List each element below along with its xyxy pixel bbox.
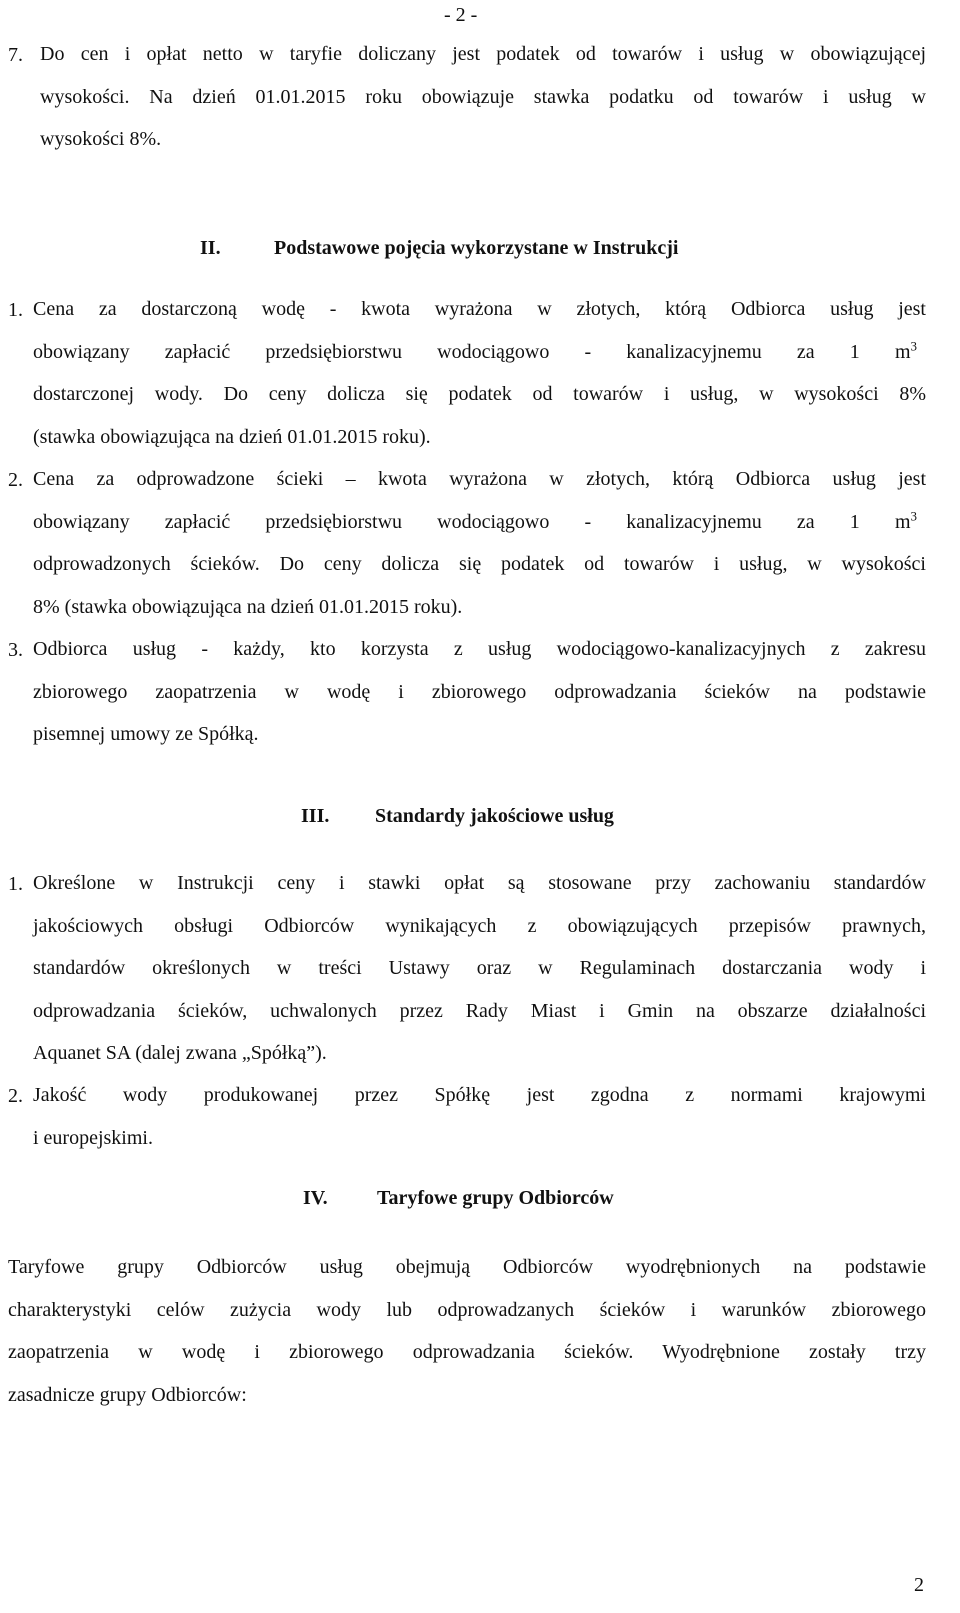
text-line: Określone w Instrukcji ceny i stawki opłat są stosowane przy zachowaniu standardów — [33, 872, 926, 894]
section-number: III. — [301, 805, 330, 827]
text-line: Do cen i opłat netto w taryfie doliczany jest podatek od towarów i usług w obowiązującej — [40, 43, 926, 65]
text-line: (stawka obowiązująca na dzień 01.01.2015 roku). — [33, 425, 431, 448]
superscript: 3 — [910, 337, 917, 353]
text-line: pisemnej umowy ze Spółką. — [33, 723, 259, 745]
item-7-paragraph — [40, 33, 926, 161]
item-number: 1. — [8, 873, 23, 895]
item-number: 3. — [8, 639, 23, 661]
definition-paragraph — [33, 458, 926, 628]
standards-paragraph — [33, 862, 926, 1075]
page-number-header: - 2 - — [444, 4, 478, 26]
text-line: odprowadzonych ścieków. Do ceny dolicza się podatek od towarów i usług, w wysokości — [33, 553, 926, 575]
definition-paragraph — [33, 288, 926, 458]
item-number: 2. — [8, 1085, 23, 1107]
item-number: 1. — [8, 299, 23, 321]
section-title: Standardy jakościowe usług — [375, 805, 614, 827]
text-line: zasadnicze grupy Odbiorców: — [8, 1383, 247, 1406]
text-line: Cena za dostarczoną wodę - kwota wyrażona w złotych, którą Odbiorca usług jest — [33, 298, 926, 320]
text-line: jakościowych obsługi Odbiorców wynikających z obowiązujących przepisów prawnych, — [33, 914, 926, 937]
text-line-content: obowiązany zapłacić przedsiębiorstwu wodociągowo - kanalizacyjnemu za 1 m — [33, 340, 911, 363]
groups-paragraph — [8, 1246, 926, 1416]
text-line: charakterystyki celów zużycia wody lub odprowadzanych ścieków i warunków zbiorowego — [8, 1298, 926, 1321]
section-title: Podstawowe pojęcia wykorzystane w Instrukcji — [274, 237, 679, 259]
text-line: odprowadzania ścieków, uchwalonych przez Rady Miast i Gmin na obszarze działalności — [33, 999, 926, 1022]
section-number: IV. — [303, 1187, 328, 1209]
item-number: 2. — [8, 469, 23, 491]
text-line: Odbiorca usług - każdy, kto korzysta z usług wodociągowo-kanalizacyjnych z zakresu — [33, 638, 926, 660]
text-line-content: obowiązany zapłacić przedsiębiorstwu wodociągowo - kanalizacyjnemu za 1 m — [33, 510, 911, 533]
standards-paragraph — [33, 1074, 926, 1159]
section-heading — [303, 1187, 614, 1210]
item-7-number: 7. — [8, 44, 23, 66]
page-number-footer: 2 — [914, 1574, 924, 1596]
text-line: Cena za odprowadzone ścieki – kwota wyrażona w złotych, którą Odbiorca usług jest — [33, 468, 926, 490]
text-line: Taryfowe grupy Odbiorców usług obejmują Odbiorców wyodrębnionych na podstawie — [8, 1256, 926, 1278]
text-line: dostarczonej wody. Do ceny dolicza się podatek od towarów i usług, w wysokości 8% — [33, 383, 926, 405]
text-line — [33, 501, 926, 544]
text-line: Aquanet SA (dalej zwana „Spółką”). — [33, 1042, 327, 1064]
text-line: zbiorowego zaopatrzenia w wodę i zbiorowego odprowadzania ścieków na podstawie — [33, 680, 926, 703]
section-number: II. — [200, 237, 221, 259]
text-line: zaopatrzenia w wodę i zbiorowego odprowadzania ścieków. Wyodrębnione zostały trzy — [8, 1341, 926, 1363]
text-line: wysokości 8%. — [40, 128, 162, 150]
section-heading — [301, 805, 614, 828]
text-line: wysokości. Na dzień 01.01.2015 roku obowiązuje stawka podatku od towarów i usług w — [40, 85, 926, 108]
text-line: standardów określonych w treści Ustawy oraz w Regulaminach dostarczania wody i — [33, 957, 926, 979]
section-title: Taryfowe grupy Odbiorców — [377, 1187, 614, 1209]
text-line — [33, 331, 926, 374]
section-heading — [200, 237, 678, 260]
definition-paragraph — [33, 628, 926, 756]
superscript: 3 — [910, 507, 917, 523]
text-line: 8% (stawka obowiązująca na dzień 01.01.2015 roku). — [33, 595, 463, 618]
text-line: i europejskimi. — [33, 1126, 153, 1149]
text-line: Jakość wody produkowanej przez Spółkę jest zgodna z normami krajowymi — [33, 1084, 926, 1106]
